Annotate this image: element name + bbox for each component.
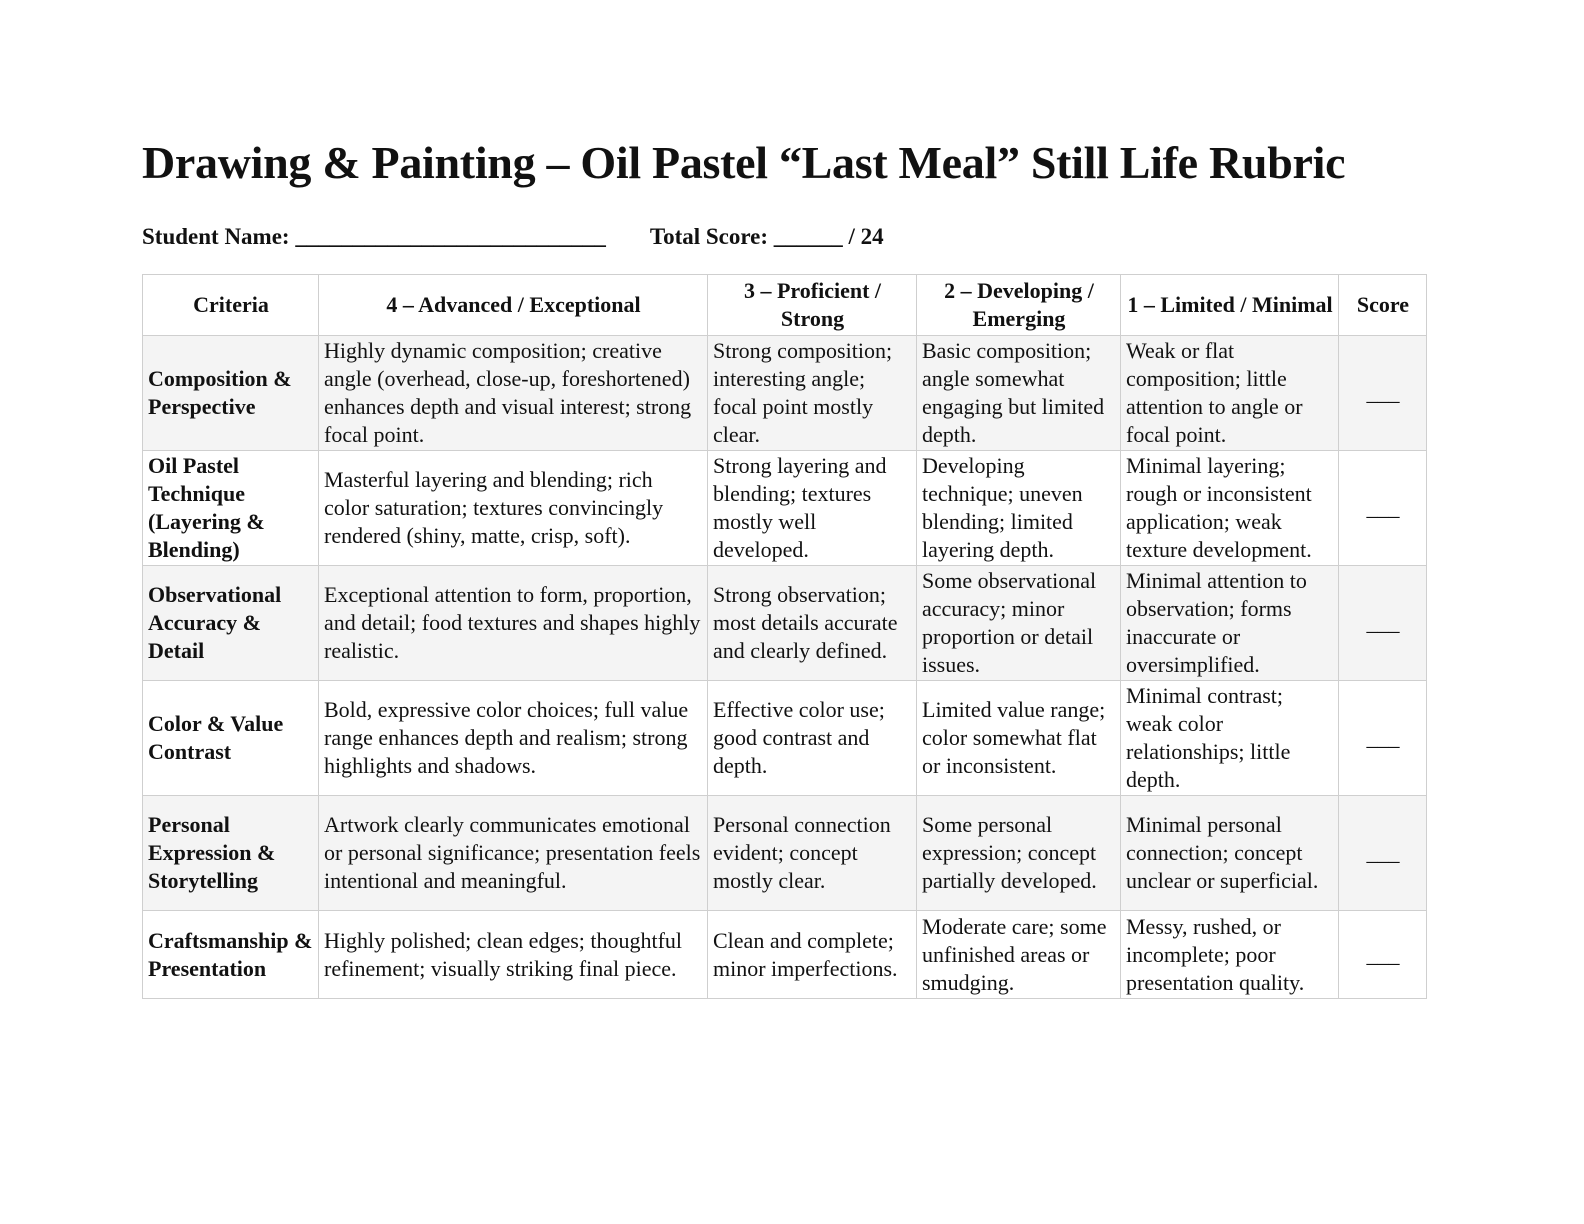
rubric-table: [142, 274, 1427, 999]
advanced-cell: Masterful layering and blending; rich color saturation; textures convincingly rendered (shiny, matte, crisp, soft).: [319, 451, 708, 566]
table-row: [143, 796, 1427, 911]
header-proficient: 3 – Proficient / Strong: [708, 275, 917, 336]
proficient-cell: Strong observation; most details accurate and clearly defined.: [708, 566, 917, 681]
criteria-cell: Craftsmanship & Presentation: [143, 911, 319, 999]
advanced-cell: Highly polished; clean edges; thoughtful refinement; visually striking final piece.: [319, 911, 708, 999]
table-row: [143, 336, 1427, 451]
score-cell: ___: [1339, 566, 1427, 681]
developing-cell: Limited value range; color somewhat flat or inconsistent.: [917, 681, 1121, 796]
limited-cell: Weak or flat composition; little attention to angle or focal point.: [1121, 336, 1339, 451]
limited-cell: Minimal personal connection; concept unclear or superficial.: [1121, 796, 1339, 911]
score-cell: ___: [1339, 336, 1427, 451]
table-row: [143, 681, 1427, 796]
developing-cell: Developing technique; uneven blending; limited layering depth.: [917, 451, 1121, 566]
header-advanced: 4 – Advanced / Exceptional: [319, 275, 708, 336]
header-row: [143, 275, 1427, 336]
criteria-cell: Composition & Perspective: [143, 336, 319, 451]
score-cell: ___: [1339, 796, 1427, 911]
criteria-cell: Personal Expression & Storytelling: [143, 796, 319, 911]
proficient-cell: Clean and complete; minor imperfections.: [708, 911, 917, 999]
proficient-cell: Personal connection evident; concept mostly clear.: [708, 796, 917, 911]
score-cell: ___: [1339, 911, 1427, 999]
score-cell: ___: [1339, 681, 1427, 796]
rubric-document: [142, 138, 1427, 999]
score-cell: ___: [1339, 451, 1427, 566]
developing-cell: Some observational accuracy; minor proportion or detail issues.: [917, 566, 1121, 681]
table-row: [143, 451, 1427, 566]
criteria-cell: Observational Accuracy & Detail: [143, 566, 319, 681]
limited-cell: Minimal attention to observation; forms inaccurate or oversimplified.: [1121, 566, 1339, 681]
document-title: Drawing & Painting – Oil Pastel “Last Meal” Still Life Rubric: [142, 137, 1346, 188]
total-score-field: Total Score: ______ / 24: [649, 223, 884, 249]
header-score: Score: [1339, 275, 1427, 336]
advanced-cell: Artwork clearly communicates emotional or personal significance; presentation feels intentional and meaningful.: [319, 796, 708, 911]
proficient-cell: Strong layering and blending; textures mostly well developed.: [708, 451, 917, 566]
table-row: [143, 566, 1427, 681]
student-name-field: Student Name: ___________________________: [142, 223, 606, 249]
header-limited: 1 – Limited / Minimal: [1121, 275, 1339, 336]
developing-cell: Moderate care; some unfinished areas or smudging.: [917, 911, 1121, 999]
developing-cell: Some personal expression; concept partially developed.: [917, 796, 1121, 911]
criteria-cell: Oil Pastel Technique (Layering & Blending): [143, 451, 319, 566]
table-row: [143, 911, 1427, 999]
advanced-cell: Highly dynamic composition; creative angle (overhead, close-up, foreshortened) enhances depth and visual interest; strong focal point.: [319, 336, 708, 451]
meta-line: [142, 223, 1427, 251]
proficient-cell: Effective color use; good contrast and depth.: [708, 681, 917, 796]
proficient-cell: Strong composition; interesting angle; focal point mostly clear.: [708, 336, 917, 451]
limited-cell: Minimal layering; rough or inconsistent application; weak texture development.: [1121, 451, 1339, 566]
advanced-cell: Bold, expressive color choices; full value range enhances depth and realism; strong highlights and shadows.: [319, 681, 708, 796]
criteria-cell: Color & Value Contrast: [143, 681, 319, 796]
advanced-cell: Exceptional attention to form, proportion, and detail; food textures and shapes highly realistic.: [319, 566, 708, 681]
developing-cell: Basic composition; angle somewhat engaging but limited depth.: [917, 336, 1121, 451]
header-criteria: Criteria: [143, 275, 319, 336]
limited-cell: Messy, rushed, or incomplete; poor presentation quality.: [1121, 911, 1339, 999]
header-developing: 2 – Developing / Emerging: [917, 275, 1121, 336]
limited-cell: Minimal contrast; weak color relationships; little depth.: [1121, 681, 1339, 796]
